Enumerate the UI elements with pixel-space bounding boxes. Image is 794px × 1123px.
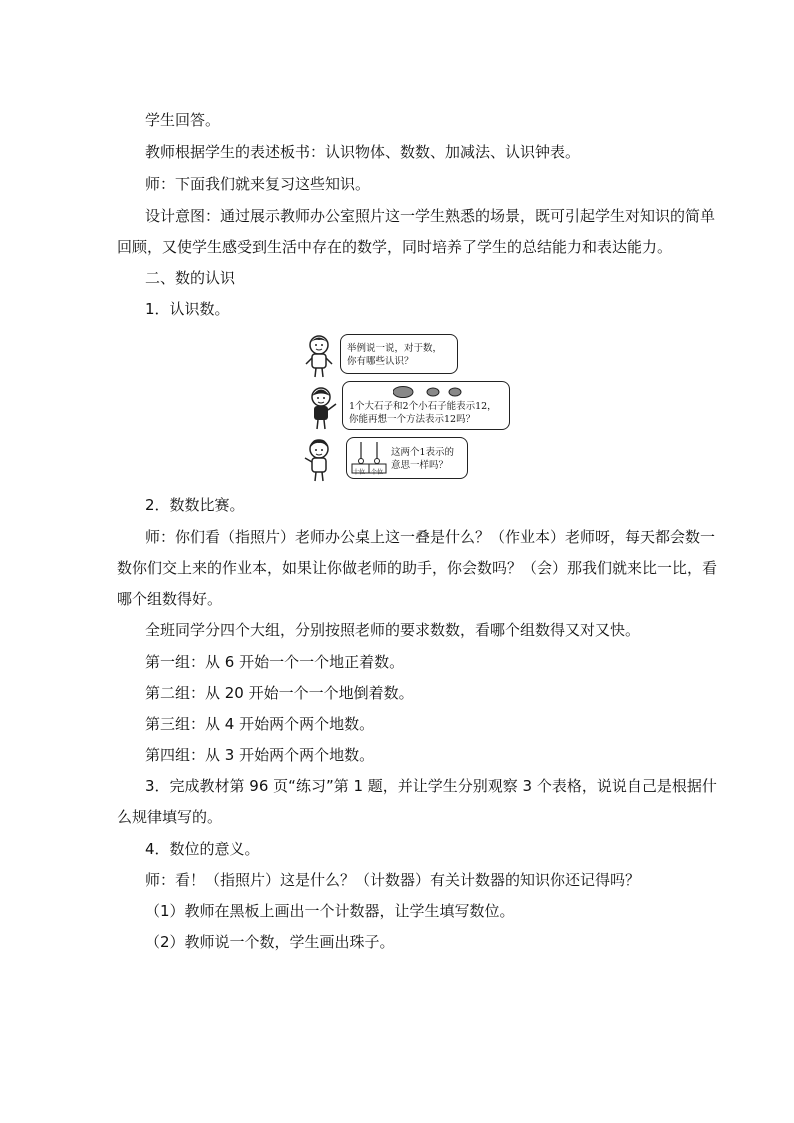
text-line: 师：你们看（指照片）老师办公桌上这一叠是什么？（作业本）老师呀，每天都会数一 — [145, 528, 716, 546]
text-line: 教师根据学生的表述板书：认识物体、数数、加减法、认识钟表。 — [145, 143, 581, 161]
group-line: 第三组：从 4 开始两个两个地数。 — [145, 715, 375, 733]
text-line: （2）教师说一个数，学生画出珠子。 — [145, 933, 395, 951]
child-figure-icon — [302, 438, 336, 482]
speech-bubble — [342, 381, 510, 430]
bubble-text: 这两个1表示的 — [391, 447, 455, 458]
speech-bubble — [346, 437, 468, 479]
design-intent-line: 回顾，又使学生感受到生活中存在的数学，同时培养了学生的总结能力和表达能力。 — [117, 238, 673, 256]
text-line: 哪个组数得好。 — [117, 590, 223, 608]
bubble-text: 举例说一说，对于数， — [347, 343, 443, 354]
design-intent-line: 设计意图：通过展示教师办公室照片这一学生熟悉的场景，既可引起学生对知识的简单 — [145, 207, 716, 225]
subsection-heading: 3．完成教材第 96 页“练习”第 1 题，并让学生分别观察 3 个表格，说说自己是根据什 — [145, 777, 717, 795]
child-figure-icon — [302, 334, 336, 378]
text-line: （1）教师在黑板上画出一个计数器，让学生填写数位。 — [145, 902, 515, 920]
text-line: 学生回答。 — [145, 111, 221, 129]
group-line: 第一组：从 6 开始一个一个地正着数。 — [145, 653, 405, 671]
bubble-text: 1个大石子和2个小石子能表示12， — [349, 401, 497, 412]
group-line: 第四组：从 3 开始两个两个地数。 — [145, 746, 375, 764]
text-line: 师：下面我们就来复习这些知识。 — [145, 175, 371, 193]
text-line: 数你们交上来的作业本，如果让你做老师的助手，你会数吗？（会）那我们就来比一比，看 — [117, 559, 718, 577]
illustration — [302, 334, 497, 482]
bubble-text: 意思一样吗？ — [391, 460, 449, 471]
bubble-text: 你有哪些认识？ — [347, 356, 414, 367]
child-figure-icon — [304, 386, 338, 430]
bubble-text: 你能再想一个方法表示12吗？ — [349, 414, 476, 425]
text-line: 全班同学分四个大组，分别按照老师的要求数数，看哪个组数得又对又快。 — [145, 621, 641, 639]
text-line: 师：看！（指照片）这是什么？（计数器）有关计数器的知识你还记得吗？ — [145, 871, 641, 889]
group-line: 第二组：从 20 开始一个一个地倒着数。 — [145, 684, 414, 702]
counter-label-tens: 十位 — [353, 469, 366, 476]
text-line: 么规律填写的。 — [117, 808, 223, 826]
section-heading: 二、数的认识 — [145, 269, 236, 287]
subsection-heading: 2．数数比赛。 — [145, 496, 245, 514]
subsection-heading: 1．认识数。 — [145, 300, 230, 318]
speech-bubble — [340, 334, 458, 374]
subsection-heading: 4．数位的意义。 — [145, 840, 260, 858]
counter-label-ones: 个位 — [371, 469, 384, 476]
stones-icon — [393, 385, 473, 399]
